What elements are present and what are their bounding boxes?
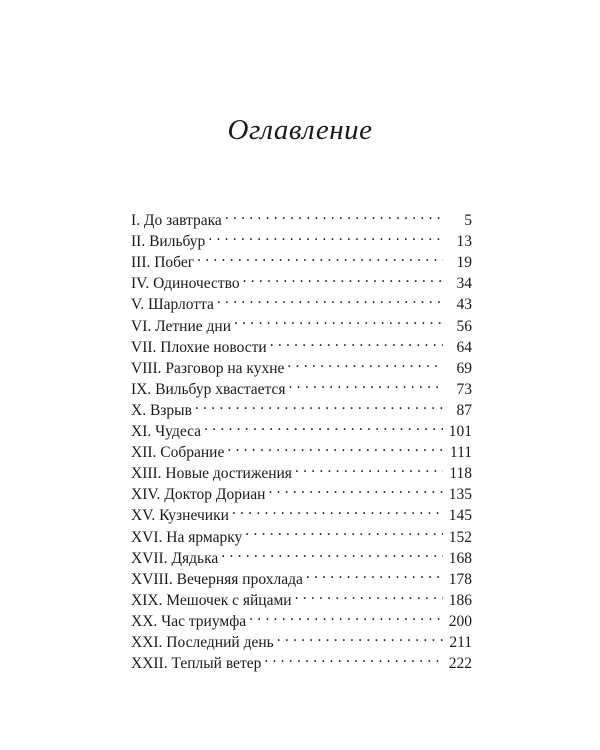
toc-entry-page: 56 bbox=[443, 316, 472, 337]
dot-leader bbox=[217, 288, 443, 309]
toc-entry-title: II. Вильбур bbox=[131, 233, 206, 251]
dot-leader bbox=[208, 225, 443, 246]
toc-entry-title: XVI. На ярмарку bbox=[131, 528, 243, 546]
toc-entry-page: 13 bbox=[443, 231, 472, 252]
dot-leader bbox=[197, 246, 443, 267]
toc-entry-page: 145 bbox=[443, 505, 472, 526]
dot-leader bbox=[295, 584, 443, 605]
toc-entry-page: 111 bbox=[443, 442, 472, 463]
toc-entry-title: XIV. Доктор Дориан bbox=[131, 486, 266, 504]
page-title: Оглавление bbox=[227, 114, 373, 146]
toc-entry-title: XXI. Последний день bbox=[131, 633, 274, 651]
toc-entry-title: V. Шарлотта bbox=[131, 296, 214, 314]
toc-entry-title: XX. Час триумфа bbox=[131, 612, 247, 630]
toc-entry-page: 19 bbox=[443, 252, 472, 273]
toc-entry-title: I. До завтрака bbox=[131, 212, 222, 230]
dot-leader bbox=[249, 605, 443, 626]
toc-entry-page: 5 bbox=[443, 210, 472, 231]
toc-entry-page: 118 bbox=[443, 463, 472, 484]
toc-entry-title: VII. Плохие новости bbox=[131, 338, 267, 356]
toc-entry-page: 135 bbox=[443, 484, 472, 505]
toc-entry-title: VIII. Разговор на кухне bbox=[131, 359, 285, 377]
toc-entry bbox=[131, 204, 472, 230]
toc-entry-page: 222 bbox=[443, 653, 472, 674]
dot-leader bbox=[270, 331, 443, 352]
toc-entry-page: 43 bbox=[443, 294, 472, 315]
toc-entry-title: XXII. Теплый ветер bbox=[131, 655, 262, 673]
toc-entry-title: XV. Кузнечики bbox=[131, 507, 229, 525]
toc-entry-title: XIII. Новые достижения bbox=[131, 465, 292, 483]
dot-leader bbox=[225, 204, 443, 225]
toc-entry-title: X. Взрыв bbox=[131, 401, 192, 419]
dot-leader bbox=[227, 436, 443, 457]
toc-entry-title: XII. Собрание bbox=[131, 444, 225, 462]
toc-entry-title: VI. Летние дни bbox=[131, 317, 231, 335]
dot-leader bbox=[287, 352, 443, 373]
toc-entry-page: 34 bbox=[443, 273, 472, 294]
dot-leader bbox=[277, 626, 443, 647]
toc-entry-title: XVIII. Вечерняя прохлада bbox=[131, 570, 303, 588]
toc-entry-title: XVII. Дядька bbox=[131, 549, 219, 567]
dot-leader bbox=[306, 563, 443, 584]
toc-entry-page: 152 bbox=[443, 527, 472, 548]
toc-entry-page: 186 bbox=[443, 590, 472, 611]
toc-entry-page: 211 bbox=[443, 632, 472, 653]
dot-leader bbox=[195, 394, 443, 415]
dot-leader bbox=[268, 478, 443, 499]
toc-entry-page: 64 bbox=[443, 337, 472, 358]
toc-entry-page: 101 bbox=[443, 421, 472, 442]
toc-entry-page: 168 bbox=[443, 548, 472, 569]
dot-leader bbox=[204, 415, 443, 436]
dot-leader bbox=[243, 267, 443, 288]
dot-leader bbox=[234, 309, 443, 330]
toc-entry-page: 200 bbox=[443, 611, 472, 632]
toc-entry-title: III. Побег bbox=[131, 254, 195, 272]
toc-entry-title: XIX. Мешочек с яйцами bbox=[131, 591, 292, 609]
dot-leader bbox=[295, 457, 443, 478]
dot-leader bbox=[221, 542, 443, 563]
toc-entry-page: 87 bbox=[443, 400, 472, 421]
dot-leader bbox=[264, 647, 443, 668]
table-of-contents bbox=[131, 204, 472, 673]
toc-entry-page: 178 bbox=[443, 569, 472, 590]
toc-entry-title: IX. Вильбур хвастается bbox=[131, 380, 286, 398]
toc-entry-title: XI. Чудеса bbox=[131, 423, 202, 441]
dot-leader bbox=[245, 520, 443, 541]
dot-leader bbox=[289, 373, 443, 394]
dot-leader bbox=[232, 499, 443, 520]
toc-entry-page: 69 bbox=[443, 358, 472, 379]
toc-entry-page: 73 bbox=[443, 379, 472, 400]
toc-entry-title: IV. Одиночество bbox=[131, 275, 240, 293]
